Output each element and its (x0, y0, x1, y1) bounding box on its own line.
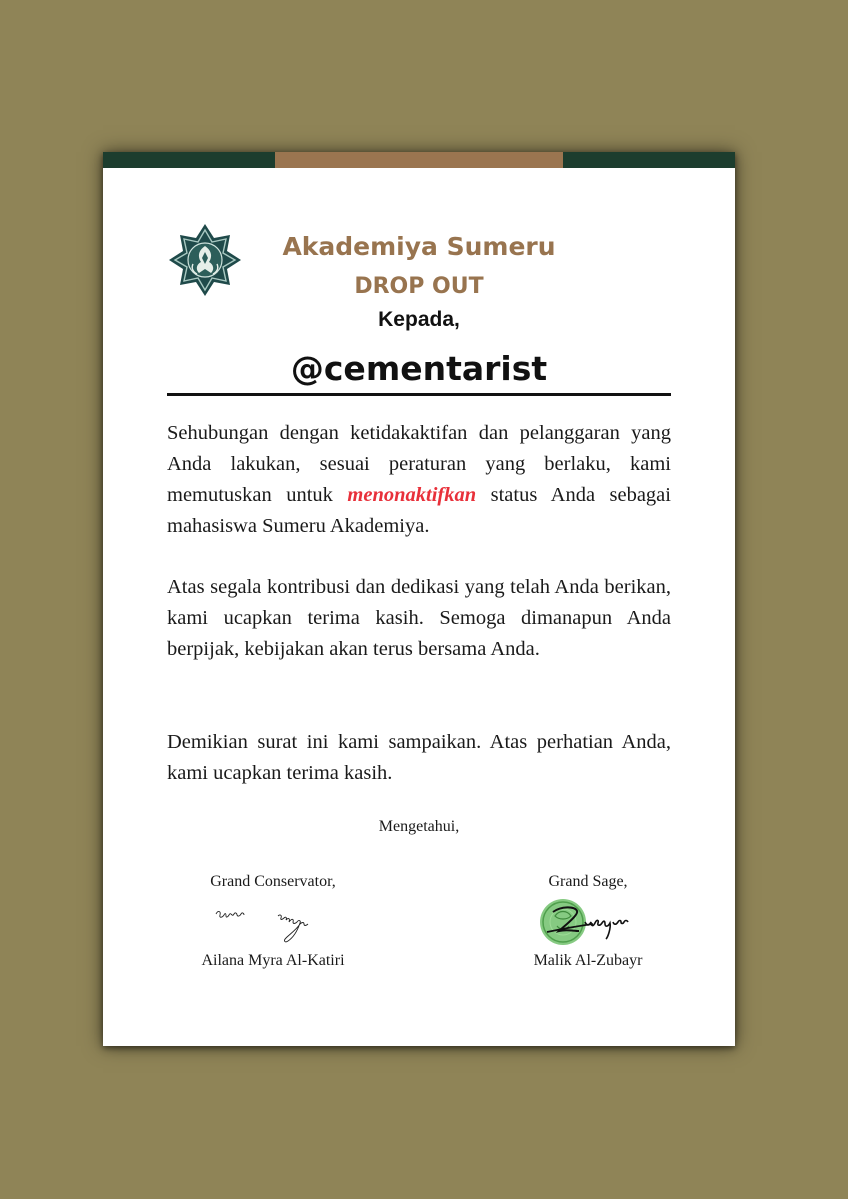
left-signatory-title: Grand Conservator, (210, 873, 336, 890)
left-signature-image (208, 900, 343, 948)
right-signatory-name: Malik Al-Zubayr (533, 952, 643, 969)
paragraph-1 (167, 418, 671, 542)
green-seal-icon (533, 892, 673, 952)
acknowledge-label: Mengetahui, (378, 818, 460, 835)
to-label: Kepada, (378, 308, 460, 331)
recipient-handle: @cementarist (290, 349, 548, 388)
institution-name: Akademiya Sumeru (282, 232, 556, 261)
sumeru-emblem-icon (167, 222, 243, 298)
divider-rule (167, 393, 671, 396)
paragraph-1-before: Sehubungan dengan ketidakaktifan dan pelanggaran yang Anda lakukan, sesuai peraturan yang berlaku, kami memutuskan untuk (167, 422, 671, 506)
letter-page (103, 152, 735, 1046)
right-signatory-title: Grand Sage, (548, 873, 628, 890)
paragraph-3: Demikian surat ini kami sampaikan. Atas perhatian Anda, kami ucapkan terima kasih. (167, 731, 671, 784)
paragraph-1-after: status Anda sebagai mahasiswa Sumeru Akademiya. (167, 484, 671, 537)
header-bar-brown (275, 152, 563, 168)
document-type: DROP OUT (354, 274, 484, 299)
left-signatory-name: Ailana Myra Al-Katiri (201, 952, 345, 969)
paragraph-2: Atas segala kontribusi dan dedikasi yang telah Anda berikan, kami ucapkan terima kasih. Semoga dimanapun Anda berpijak, kebijakan akan terus bersama Anda. (167, 576, 671, 660)
paragraph-1-highlight: menonaktifkan (347, 484, 477, 506)
